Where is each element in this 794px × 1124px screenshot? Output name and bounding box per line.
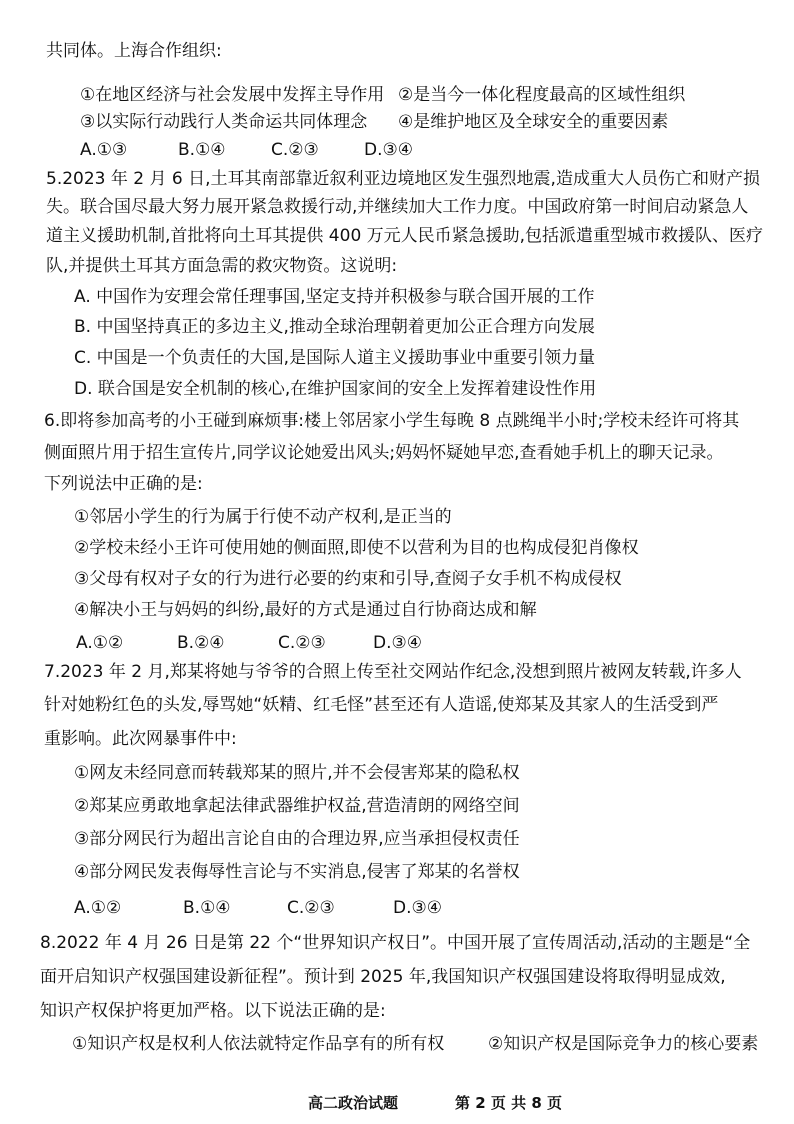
q7-statement-1: ①网友未经同意而转载郑某的照片,并不会侵害郑某的隐私权 (74, 763, 520, 783)
q5-stem-line-2: 失。联合国尽最大努力展开紧急救援行动,并继续加大工作力度。中国政府第一时间启动紧急人 (46, 197, 749, 217)
footer-subject: 高二政治试题 (308, 1094, 399, 1112)
q7-stem-line-1: 7.2023 年 2 月,郑某将她与爷爷的合照上传至社交网站作纪念,没想到照片被网友转载,许多人 (44, 662, 742, 682)
q7-statement-3: ③部分网民行为超出言论自由的合理边界,应当承担侵权责任 (74, 829, 520, 849)
q5-choice-c: C. 中国是一个负责任的大国,是国际人道主义援助事业中重要引领力量 (74, 348, 596, 368)
q4-statement-1: ①在地区经济与社会发展中发挥主导作用 (80, 85, 385, 105)
q5-choice-d: D. 联合国是安全机制的核心,在维护国家间的安全上发挥着建设性作用 (74, 379, 597, 399)
q6-stem-line-1: 6.即将参加高考的小王碰到麻烦事:楼上邻居家小学生每晚 8 点跳绳半小时;学校未经许可将其 (44, 411, 740, 431)
q5-choice-b: B. 中国坚持真正的多边主义,推动全球治理朝着更加公正合理方向发展 (74, 317, 595, 337)
footer-page-number: 第 2 页 共 8 页 (455, 1094, 562, 1112)
q7-stem-line-3: 重影响。此次网暴事件中: (44, 729, 237, 749)
q5-choice-a: A. 中国作为安理会常任理事国,坚定支持并积极参与联合国开展的工作 (74, 287, 595, 307)
q8-statement-1: ①知识产权是权利人依法就特定作品享有的所有权 (72, 1034, 445, 1054)
q6-option-c: C.②③ (278, 633, 326, 653)
q7-option-a: A.①② (74, 898, 122, 918)
q7-option-b: B.①④ (183, 898, 231, 918)
q7-option-d: D.③④ (393, 898, 442, 918)
q6-statement-1: ①邻居小学生的行为属于行使不动产权利,是正当的 (74, 507, 452, 527)
q6-statement-2: ②学校未经小王许可使用她的侧面照,即使不以营利为目的也构成侵犯肖像权 (74, 538, 639, 558)
q7-statement-4: ④部分网民发表侮辱性言论与不实消息,侵害了郑某的名誉权 (74, 862, 520, 882)
q5-stem-line-3: 道主义援助机制,首批将向土耳其提供 400 万元人民币紧急援助,包括派遣重型城市救援队、医疗 (46, 226, 764, 246)
q6-statement-3: ③父母有权对子女的行为进行必要的约束和引导,查阅子女手机不构成侵权 (74, 569, 622, 589)
q6-stem-line-2: 侧面照片用于招生宣传片,同学议论她爱出风头;妈妈怀疑她早恋,查看她手机上的聊天记录。 (44, 443, 724, 463)
q4-statement-3: ③以实际行动践行人类命运共同体理念 (80, 112, 368, 132)
q5-stem-line-1: 5.2023 年 2 月 6 日,土耳其南部靠近叙利亚边境地区发生强烈地震,造成重大人员伤亡和财产损 (46, 169, 760, 189)
q4-stem-tail: 共同体。上海合作组织: (46, 41, 222, 61)
q4-option-c: C.②③ (271, 140, 319, 160)
q6-statement-4: ④解决小王与妈妈的纠纷,最好的方式是通过自行协商达成和解 (74, 600, 537, 620)
q8-statement-2: ②知识产权是国际竞争力的核心要素 (488, 1034, 759, 1054)
q4-statement-4: ④是维护地区及全球安全的重要因素 (398, 112, 669, 132)
q6-stem-line-3: 下列说法中正确的是: (44, 474, 203, 494)
q4-option-b: B.①④ (178, 140, 226, 160)
q4-option-a: A.①③ (80, 140, 128, 160)
q6-option-d: D.③④ (373, 633, 422, 653)
q7-option-c: C.②③ (287, 898, 335, 918)
q8-stem-line-1: 8.2022 年 4 月 26 日是第 22 个“世界知识产权日”。中国开展了宣传周活动,活动的主题是“全 (40, 933, 751, 953)
q6-option-a: A.①② (76, 633, 124, 653)
q4-statement-2: ②是当今一体化程度最高的区域性组织 (398, 85, 686, 105)
q8-stem-line-3: 知识产权保护将更加严格。以下说法正确的是: (40, 1001, 386, 1021)
q4-option-d: D.③④ (364, 140, 413, 160)
q6-option-b: B.②④ (177, 633, 225, 653)
q7-statement-2: ②郑某应勇敢地拿起法律武器维护权益,营造清朗的网络空间 (74, 796, 520, 816)
q7-stem-line-2: 针对她粉红色的头发,辱骂她“妖精、红毛怪”甚至还有人造谣,使郑某及其家人的生活受到严 (44, 695, 719, 715)
q8-stem-line-2: 面开启知识产权强国建设新征程”。预计到 2025 年,我国知识产权强国建设将取得明显成效, (40, 967, 726, 987)
q5-stem-line-4: 队,并提供土耳其方面急需的救灾物资。这说明: (46, 256, 398, 276)
